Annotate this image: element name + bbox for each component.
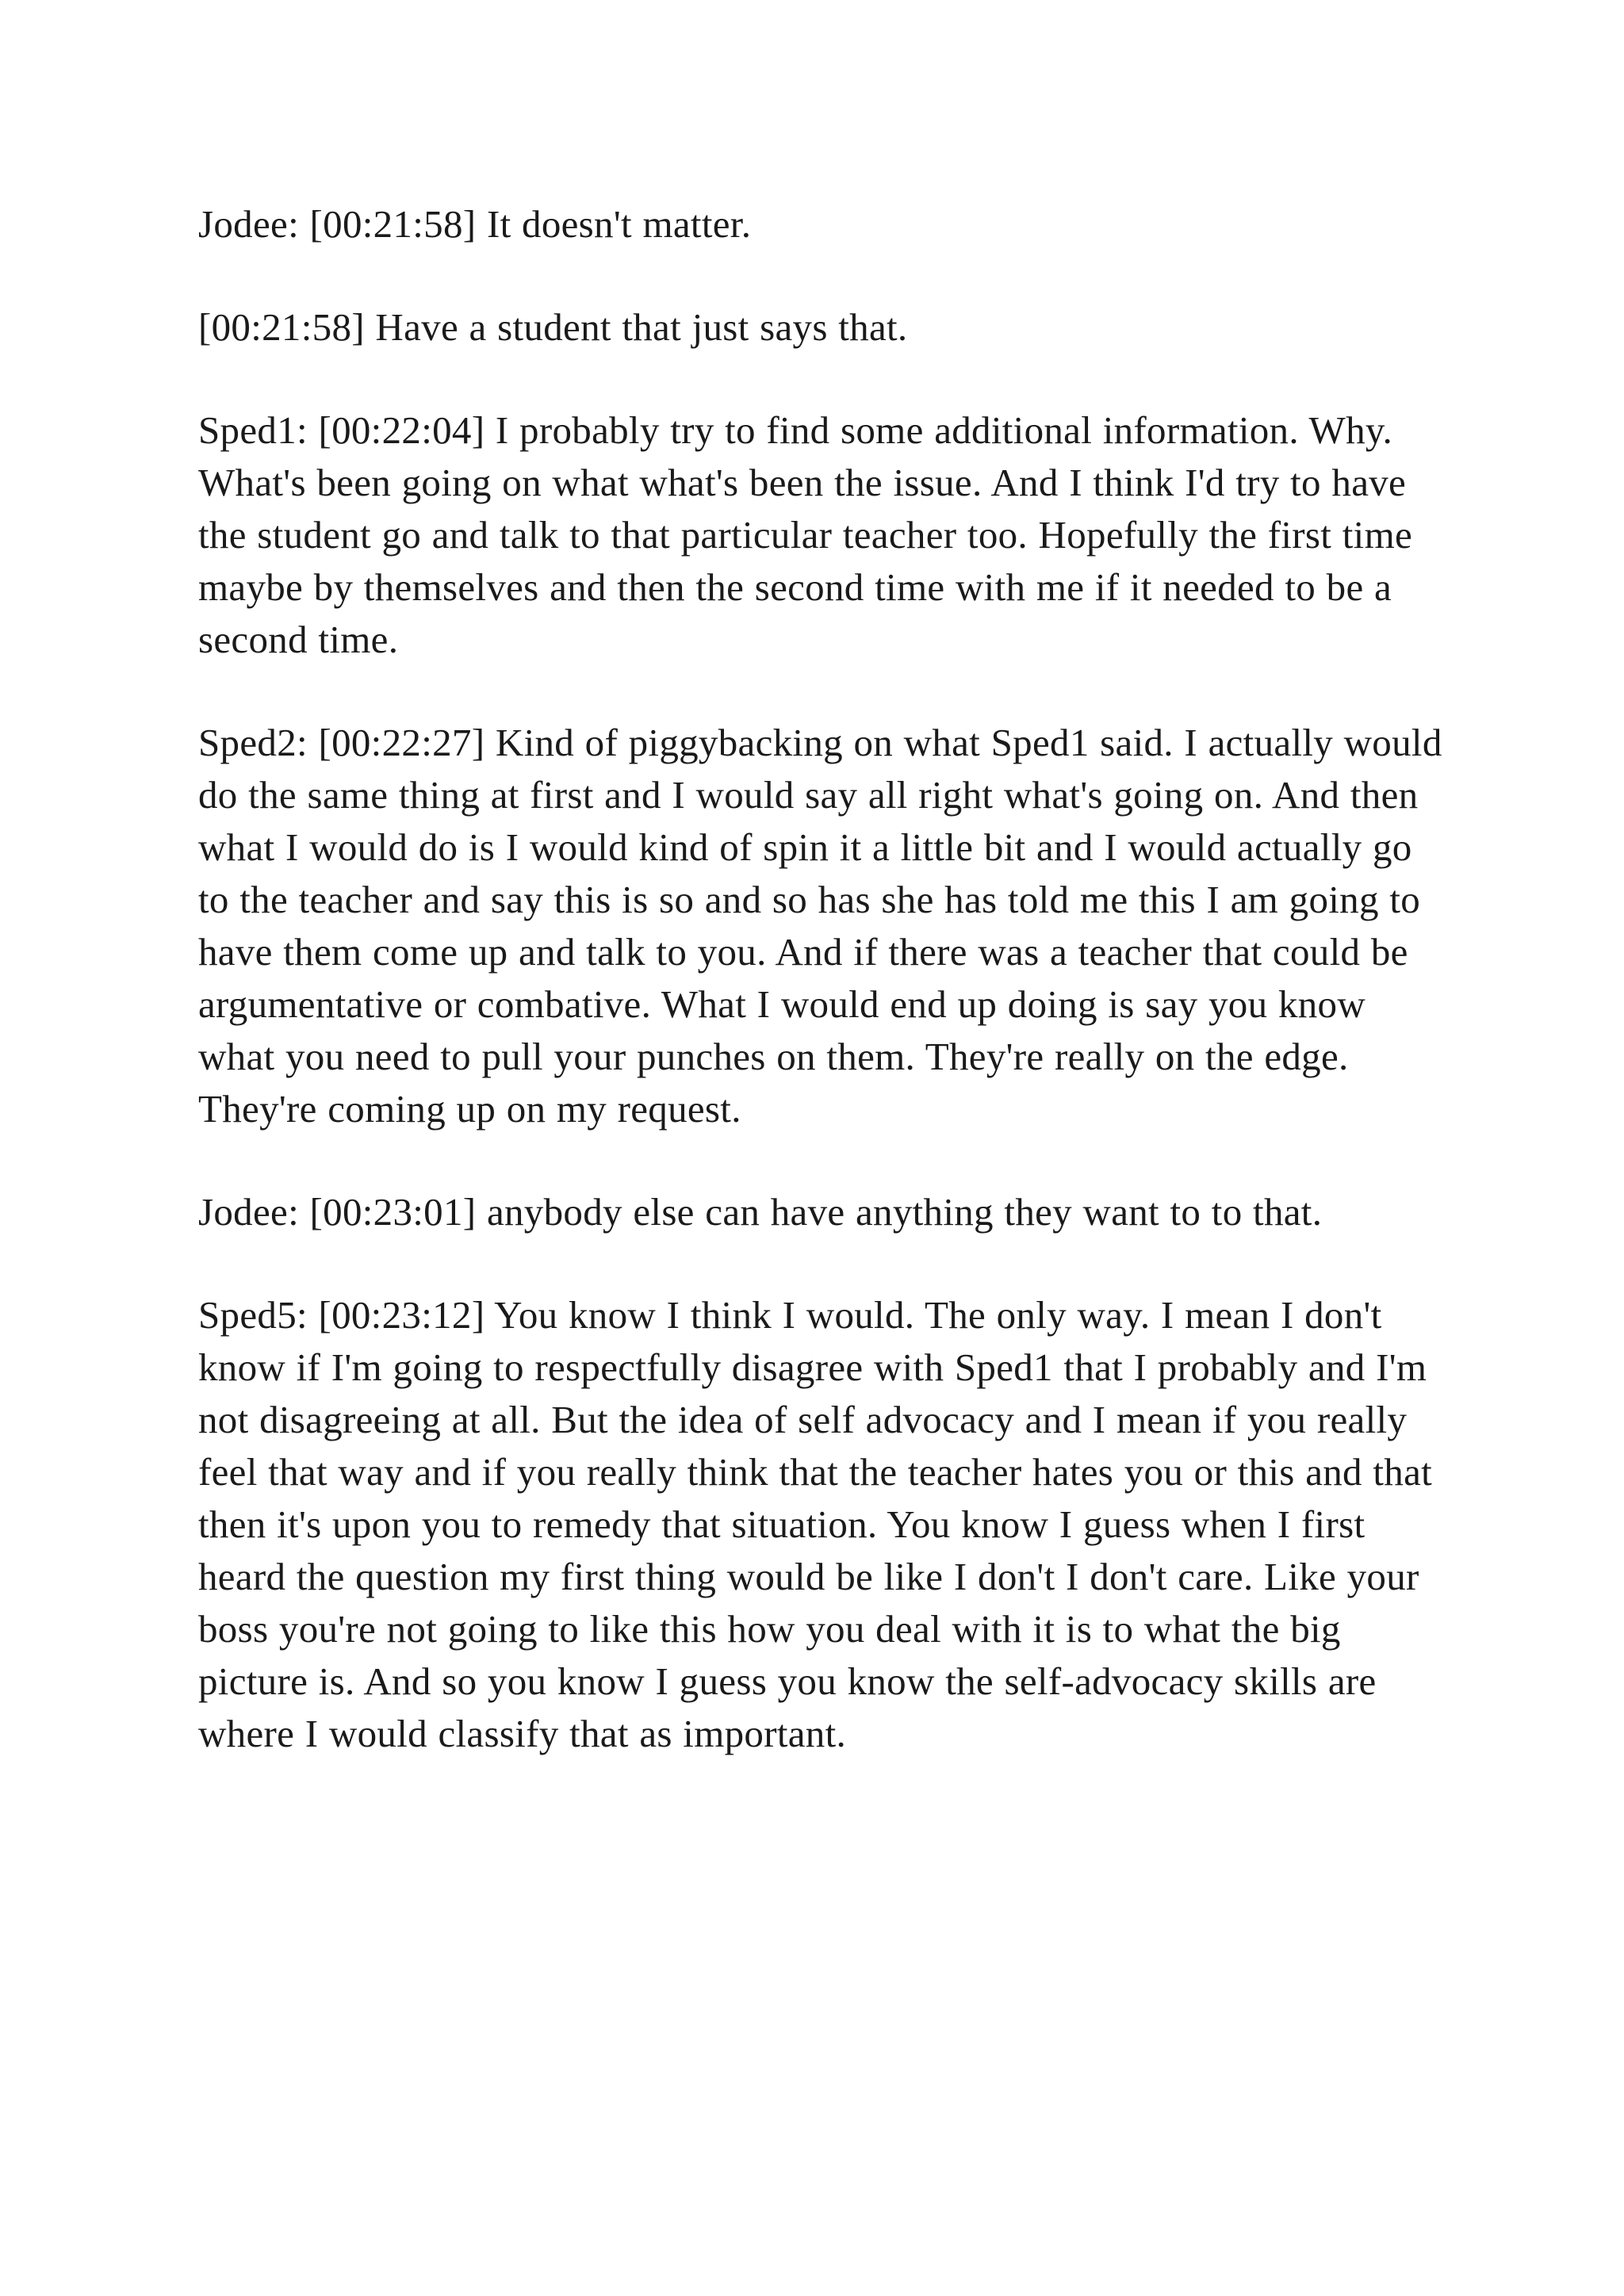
transcript-entry <box>198 301 1451 354</box>
speaker-name: Jodee: <box>198 202 310 246</box>
utterance-text: Kind of piggybacking on what Sped1 said. I actually would do the same thing at first and I would say all right what's going on. And then what I would do is I would kind of spin it a little bit and I would actually go to the teacher and say this is so and so has she has told me this I am going to have them come up and talk to you. And if there was a teacher that could be argumentative or combative. What I would end up doing is say you know what you need to pull your punches on them. They're really on the edge. They're coming up on my request. <box>198 721 1442 1131</box>
utterance-text: I probably try to find some additional information. Why. What's been going on what what's been the issue. And I think I'd try to have the student go and talk to that particular teacher too. Hopefully the first time maybe by themselves and then the second time with me if it needed to be a second time. <box>198 408 1413 661</box>
utterance-text: Have a student that just says that. <box>375 305 908 349</box>
utterance-text: You know I think I would. The only way. I mean I don't know if I'm going to respectfully disagree with Sped1 that I probably and I'm not disagreeing at all. But the idea of self advocacy and I mean if you really feel that way and if you really think that the teacher hates you or this and that then it's upon you to remedy that situation. You know I guess when I first heard the question my first thing would be like I don't I don't care. Like your boss you're not going to like this how you deal with it is to what the big picture is. And so you know I guess you know the self-advocacy skills are where I would classify that as important. <box>198 1293 1433 1755</box>
transcript-entry <box>198 717 1451 1135</box>
speaker-name: Jodee: <box>198 1190 310 1234</box>
timestamp: [00:22:04] <box>318 408 496 452</box>
transcript <box>198 198 1451 1811</box>
transcript-entry <box>198 1186 1451 1238</box>
timestamp: [00:22:27] <box>318 721 496 764</box>
timestamp: [00:23:01] <box>309 1190 487 1234</box>
timestamp: [00:23:12] <box>318 1293 495 1337</box>
speaker-name: Sped2: <box>198 721 319 764</box>
utterance-text: anybody else can have anything they want to to that. <box>486 1190 1323 1234</box>
transcript-entry <box>198 198 1451 251</box>
utterance-text: It doesn't matter. <box>486 202 752 246</box>
speaker-name: Sped5: <box>198 1293 319 1337</box>
timestamp: [00:21:58] <box>309 202 487 246</box>
transcript-entry <box>198 1289 1451 1760</box>
timestamp: [00:21:58] <box>198 305 376 349</box>
speaker-name: Sped1: <box>198 408 319 452</box>
transcript-entry <box>198 404 1451 666</box>
